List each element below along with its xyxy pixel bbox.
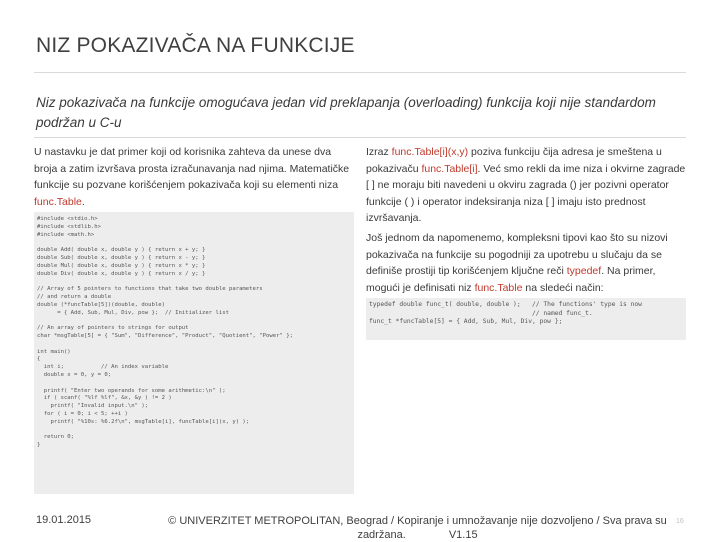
func-table-highlight: func.Table bbox=[34, 195, 82, 208]
right-paragraph-1 bbox=[366, 144, 686, 227]
typedef-keyword: typedef bbox=[566, 265, 602, 277]
code-main-text: #include <stdio.h> #include <stdlib.h> #include <math.h> double Add( double x, double y ) { return x + y; } double Sub( double x, double y ) { return x - y; } double Mul( double x, double y ) { return x * y; } double Div( double x, double y ) { return x / y; } // Array of 5 pointers to functions that take two double parameters // and return a double double (*funcTable[5])(double, double) = { Add, Sub, Mul, Div, pow }; // Initializer list // An array of pointers to strings for output char *msgTable[5] = { "Sum", "Difference", "Product", "Quotient", "Power" }; int main() { int i; // An index variable double x = 0, y = 0; printf( "Enter two operands for some arithmetic:\n" ); if ( scanf( "%lf %lf", &x, &y ) != 2 ) printf( "Invalid input.\n" ); for ( i = 0; i < 5; ++i ) printf( "%10s: %6.2f\n", msgTable[i], funcTable[i](x, y) ); return 0; } bbox=[37, 216, 293, 449]
slide-subtitle: Niz pokazivača na funkcije omogućava jedan vid preklapanja (overloading) funkcija koji nije standardom podržan u C-u bbox=[36, 95, 656, 130]
right-p2-text-a: Još jednom da napomenemo, kompleksni tipovi kao što su nizovi pokazivača na funkcije su pogodniji za upotrebu u slučaju da se definiše prostiji tip korišćenjem ključne reči bbox=[366, 232, 668, 277]
code-ref-functable-index: func.Table[i] bbox=[421, 162, 478, 175]
code-example-typedef bbox=[366, 298, 686, 340]
func-table-keyword: func.Table bbox=[474, 281, 523, 294]
left-paragraph-end: . bbox=[81, 195, 85, 208]
footer-copyright bbox=[150, 514, 685, 542]
page-number: 16 bbox=[676, 518, 684, 525]
code-example-main bbox=[34, 212, 354, 494]
title-rule bbox=[34, 72, 686, 73]
code-ref-functable-call: func.Table[i](x,y) bbox=[391, 146, 469, 158]
right-p1-text-b: poziva funkciju čija adresa je smeštena u pokazivaču bbox=[366, 146, 662, 175]
subtitle-rule bbox=[34, 137, 686, 138]
slide-title: NIZ POKAZIVAČA NA FUNKCIJE bbox=[36, 34, 355, 57]
right-p1-text-a: Izraz bbox=[366, 146, 392, 158]
footer-version: V1.15 bbox=[448, 529, 478, 541]
footer-copyright-text: © UNIVERZITET METROPOLITAN, Beograd / Kopiranje i umnožavanje nije dozvoljeno / Sva prava su zadržana. bbox=[168, 515, 667, 541]
right-p2-text-b: . Na primer, mogući je definisati niz bbox=[366, 265, 656, 294]
code-typedef-text: typedef double func_t( double, double ); // The functions' type is now // named func_t. func_t *funcTable[5] = { Add, Sub, Mul, Div, pow }; bbox=[369, 301, 642, 325]
right-p1-text-c: . Već smo rekli da ime niza i okvirne zagrade [ ] ne moraju biti navedeni u okviru zagrada () jer pozivni operator funkcije ( ) i operator indeksiranja niza [ ] imaju isto prednost izvršavanja. bbox=[366, 162, 686, 224]
left-paragraph-text: U nastavku je dat primer koji od korisnika zahteva da unese dva broja a zatim izvršava prosta izračunavanja nad njima. Matematičke funkcije su pozvane korišćenjem pokazivača koji su elementi niza bbox=[34, 146, 350, 191]
right-paragraph-2 bbox=[366, 230, 686, 296]
left-paragraph bbox=[34, 144, 354, 210]
right-p2-text-c: na sledeći način: bbox=[522, 281, 604, 294]
footer-date: 19.01.2015 bbox=[36, 514, 92, 526]
